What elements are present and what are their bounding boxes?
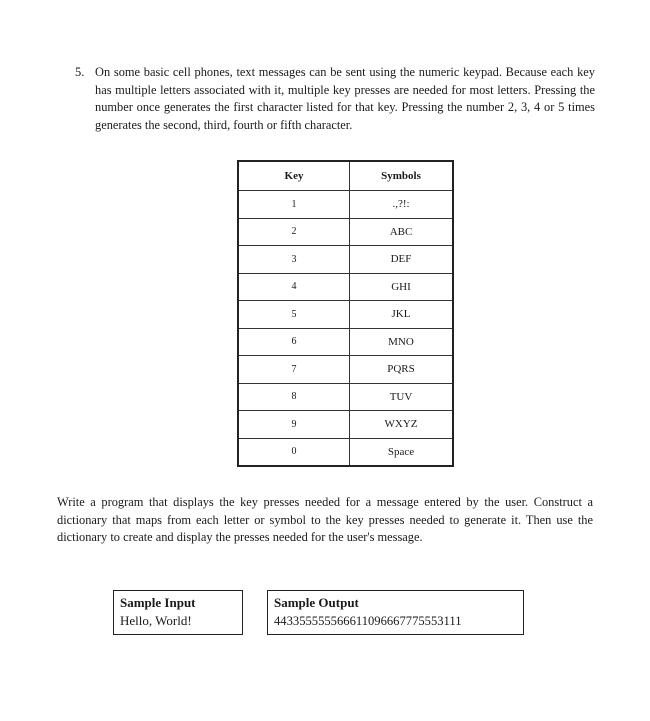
table-row bbox=[238, 218, 453, 246]
symbols-cell: PQRS bbox=[350, 356, 454, 384]
table-row bbox=[238, 438, 453, 466]
problem-number: 5. bbox=[75, 65, 85, 79]
key-cell: 2 bbox=[238, 218, 350, 246]
table-row bbox=[238, 356, 453, 384]
table-row bbox=[238, 383, 453, 411]
problem-text: On some basic cell phones, text messages can be sent using the numeric keypad. Because each key has multiple letters associated with it, multiple key presses are needed for most letters. Pressing the number once generates the first character listed for that key. Pressing the number 2, 3, 4 or 5 times generates the second, third, fourth or fifth character. bbox=[95, 65, 595, 132]
table-row bbox=[238, 328, 453, 356]
table-row bbox=[238, 246, 453, 274]
sample-input-value: Hello, World! bbox=[120, 613, 192, 628]
key-cell: 0 bbox=[238, 438, 350, 466]
key-cell: 9 bbox=[238, 411, 350, 439]
sample-output-box bbox=[267, 590, 524, 635]
key-cell: 7 bbox=[238, 356, 350, 384]
symbols-cell: JKL bbox=[350, 301, 454, 329]
symbols-cell: ABC bbox=[350, 218, 454, 246]
symbols-cell: GHI bbox=[350, 273, 454, 301]
key-cell: 1 bbox=[238, 191, 350, 219]
symbols-cell: DEF bbox=[350, 246, 454, 274]
key-cell: 8 bbox=[238, 383, 350, 411]
sample-input-label: Sample Input bbox=[120, 595, 196, 610]
table-header-row bbox=[238, 161, 453, 191]
table-row bbox=[238, 273, 453, 301]
keypad-table bbox=[237, 160, 454, 467]
key-cell: 3 bbox=[238, 246, 350, 274]
problem-statement bbox=[75, 64, 595, 134]
symbols-cell: MNO bbox=[350, 328, 454, 356]
key-cell: 5 bbox=[238, 301, 350, 329]
symbols-cell: WXYZ bbox=[350, 411, 454, 439]
table-row bbox=[238, 191, 453, 219]
header-symbols: Symbols bbox=[350, 161, 454, 191]
key-cell: 6 bbox=[238, 328, 350, 356]
sample-output-value: 443355555566611096667775553111 bbox=[274, 614, 462, 628]
symbols-cell: TUV bbox=[350, 383, 454, 411]
task-instructions: Write a program that displays the key presses needed for a message entered by the user. Construct a dictionary that maps from each letter or symbol to the key presses needed to generate it. Then use the dictionary to create and display the presses needed for the user's message. bbox=[57, 495, 593, 544]
symbols-cell: Space bbox=[350, 438, 454, 466]
key-cell: 4 bbox=[238, 273, 350, 301]
table-row bbox=[238, 301, 453, 329]
sample-output-label: Sample Output bbox=[274, 595, 359, 610]
sample-input-box bbox=[113, 590, 243, 635]
symbols-cell: .,?!: bbox=[350, 191, 454, 219]
header-key: Key bbox=[238, 161, 350, 191]
table-row bbox=[238, 411, 453, 439]
